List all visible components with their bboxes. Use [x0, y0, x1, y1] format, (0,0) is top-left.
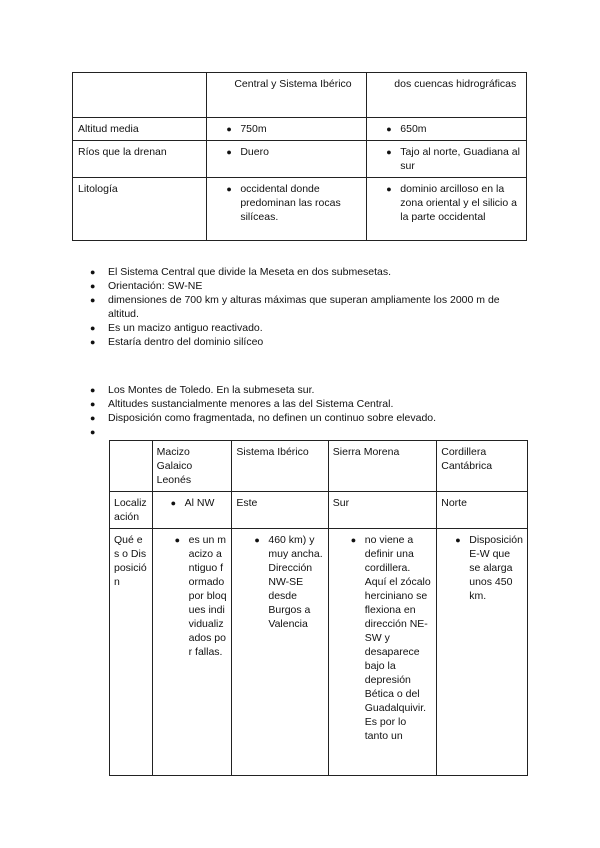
header-cell-iberico: Sistema Ibérico	[232, 441, 328, 492]
row-cell	[207, 178, 367, 241]
table-row	[110, 529, 528, 776]
cell-text: 460 km) y muy ancha. Dirección NW-SE desde Burgos a Valencia	[268, 534, 323, 630]
bullet-icon: ●	[455, 535, 461, 545]
list-item	[90, 335, 530, 349]
bullet-icon: ●	[90, 413, 96, 423]
row-label: Qué es o Disposición	[110, 529, 153, 776]
row-cell	[207, 141, 367, 178]
bullet-icon: ●	[90, 337, 96, 347]
list-item	[90, 397, 530, 411]
mountain-ranges-table	[109, 440, 528, 776]
bullet-icon: ●	[254, 535, 260, 545]
bullet-icon: ●	[90, 295, 96, 305]
list-item-text: El Sistema Central que divide la Meseta en dos submesetas.	[108, 266, 392, 278]
list-item-text: Altitudes sustancialmente menores a las del Sistema Central.	[108, 398, 394, 410]
bullet-icon: ●	[226, 124, 232, 134]
bullet-icon: ●	[90, 323, 96, 333]
list-item	[90, 293, 530, 321]
table-row	[110, 492, 528, 529]
header-cell-central: Central y Sistema Ibérico	[207, 73, 367, 118]
bullet-icon: ●	[90, 267, 96, 277]
table-header-row	[110, 441, 528, 492]
list-item-text: Disposición como fragmentada, no definen un continuo sobre elevado.	[108, 412, 437, 424]
row-cell	[437, 529, 528, 776]
list-item	[90, 321, 530, 335]
bullet-icon: ●	[226, 184, 232, 194]
list-item	[90, 279, 530, 293]
cell-text: Tajo al norte, Guadiana al sur	[400, 146, 520, 172]
cell-text: dominio arcilloso en la zona oriental y el silicio a la parte occidental	[400, 183, 517, 223]
cell-text: no viene a definir una cordillera. Aquí el zócalo herciniano se flexiona en dirección NE-SW y desaparece bajo la depresión Bética o del Guadalquivir. Es por lo tanto un	[364, 534, 431, 742]
row-cell: Sur	[328, 492, 436, 529]
bullet-icon: ●	[386, 124, 392, 134]
row-cell	[152, 492, 232, 529]
bullet-icon: ●	[386, 147, 392, 157]
row-cell	[367, 178, 527, 241]
header-cell-morena: Sierra Morena	[328, 441, 436, 492]
table-header-row	[73, 73, 527, 118]
table-row	[73, 178, 527, 241]
list-item	[90, 383, 530, 397]
bullet-icon: ●	[90, 281, 96, 291]
row-cell	[367, 118, 527, 141]
header-cell-empty	[110, 441, 153, 492]
bullet-icon: ●	[90, 427, 96, 437]
cell-text: 650m	[400, 123, 427, 135]
row-cell	[232, 529, 328, 776]
list-item-text	[108, 425, 530, 439]
list-item-text: Los Montes de Toledo. En la submeseta sur.	[108, 384, 315, 396]
row-cell	[328, 529, 436, 776]
row-cell	[367, 141, 527, 178]
header-cell-galaico: Macizo Galaico Leonés	[152, 441, 232, 492]
cell-text: Disposición E-W que se alarga unos 450 km.	[469, 534, 523, 602]
list-item-text: dimensiones de 700 km y alturas máximas que superan ampliamente los 2000 m de altitud.	[108, 294, 500, 320]
table-row	[73, 141, 527, 178]
header-cell-empty	[73, 73, 207, 118]
row-label: Altitud media	[73, 118, 207, 141]
bullet-icon: ●	[226, 147, 232, 157]
row-label: Ríos que la drenan	[73, 141, 207, 178]
row-cell	[152, 529, 232, 776]
bullet-icon: ●	[386, 184, 392, 194]
montes-toledo-bullets	[90, 383, 530, 439]
bullet-icon: ●	[90, 385, 96, 395]
row-cell: Norte	[437, 492, 528, 529]
list-item	[90, 425, 530, 439]
bullet-icon: ●	[174, 535, 181, 545]
header-cell-cantabrica: Cordillera Cantábrica	[437, 441, 528, 492]
row-cell	[207, 118, 367, 141]
row-cell: Este	[232, 492, 328, 529]
list-item-text: Es un macizo antiguo reactivado.	[108, 322, 263, 334]
header-cell-cuencas: dos cuencas hidrográficas	[367, 73, 527, 118]
cell-text: es un macizo antiguo formado por bloques individualizados por fallas.	[188, 534, 227, 658]
row-label: Litología	[73, 178, 207, 241]
table-row	[73, 118, 527, 141]
cell-text: Duero	[240, 146, 269, 158]
list-item	[90, 411, 530, 425]
bullet-icon: ●	[170, 498, 177, 508]
sistema-central-bullets	[90, 265, 530, 349]
list-item-text: Estaría dentro del dominio silíceo	[108, 336, 264, 348]
list-item-text: Orientación: SW-NE	[108, 280, 203, 292]
cell-text: Al NW	[184, 497, 215, 509]
row-label: Localización	[110, 492, 153, 529]
cell-text: 750m	[240, 123, 267, 135]
bullet-icon: ●	[350, 535, 357, 545]
bullet-icon: ●	[90, 399, 96, 409]
relief-comparison-table	[72, 72, 527, 241]
list-item	[90, 265, 530, 279]
cell-text: occidental donde predominan las rocas silíceas.	[240, 183, 341, 223]
